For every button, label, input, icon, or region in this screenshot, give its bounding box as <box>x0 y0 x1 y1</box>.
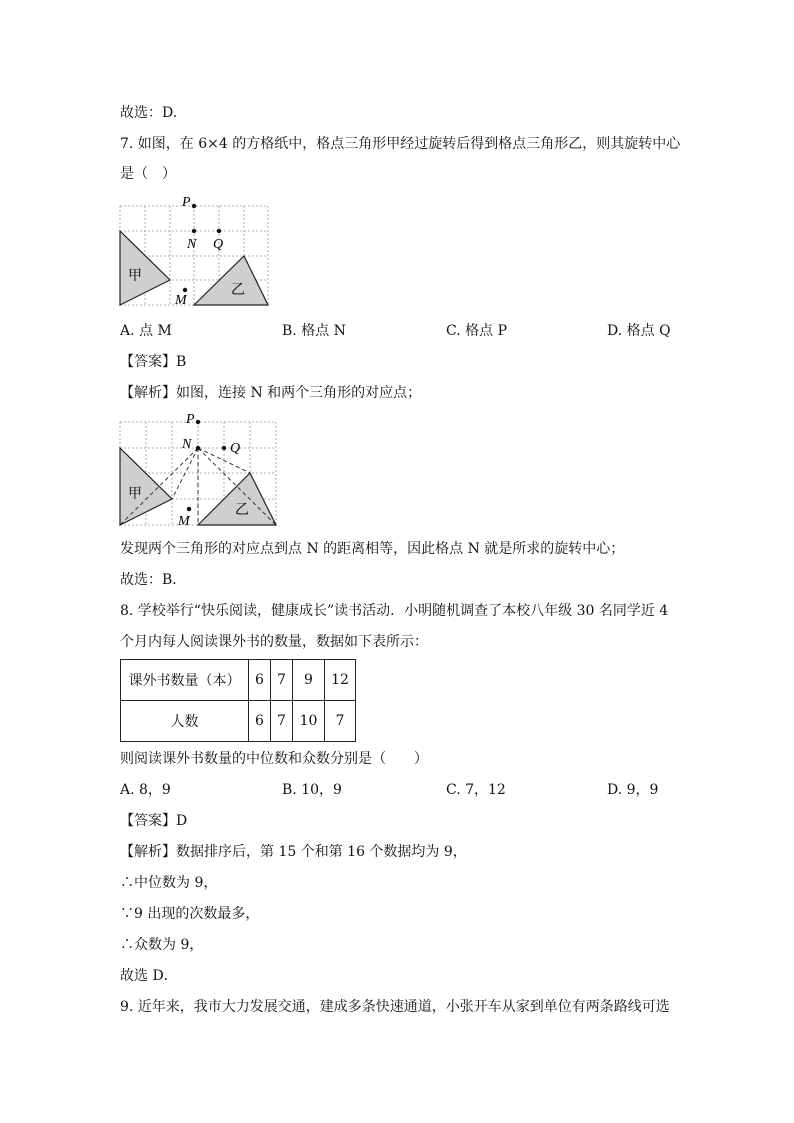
table-cell: 6 <box>249 701 271 742</box>
connect-line <box>172 448 198 499</box>
label-m: M <box>178 514 190 529</box>
point-q <box>222 446 226 450</box>
label-jia: 甲 <box>128 269 142 284</box>
q7-choose: 故选：B． <box>120 572 187 588</box>
point-m <box>183 288 187 292</box>
q8-step1: ∴中位数为 9， <box>120 875 218 891</box>
q7-option-c[interactable]: C. 格点 P <box>446 323 507 339</box>
q7-stem-line1: 7. 如图，在 6×4 的方格纸中，格点三角形甲经过旋转后得到格点三角形乙，则其旋转中心 <box>120 136 681 152</box>
q8-option-b[interactable]: B. 10，9 <box>282 782 342 798</box>
q7-stem-line2: 是（ ） <box>120 166 176 182</box>
q7-option-b[interactable]: B. 格点 N <box>282 323 346 339</box>
q8-step2: ∵9 出现的次数最多， <box>120 906 260 922</box>
point-m <box>187 507 191 511</box>
q7-answer: 【答案】B <box>120 354 187 370</box>
q8-data-table <box>120 659 356 742</box>
table-cell: 6 <box>249 660 271 701</box>
q7-option-a[interactable]: A. 点 M <box>120 323 172 339</box>
label-m: M <box>175 293 187 308</box>
q8-question: 则阅读课外书数量的中位数和众数分别是（ ） <box>120 751 428 767</box>
table-row <box>121 660 356 701</box>
label-yi: 乙 <box>231 283 245 298</box>
q8-option-a[interactable]: A. 8，9 <box>120 782 171 798</box>
label-n: N <box>187 237 197 252</box>
table-cell: 10 <box>293 701 325 742</box>
q8-option-c[interactable]: C. 7，12 <box>446 782 506 798</box>
q8-stem-line1: 8. 学校举行“快乐阅读，健康成长”读书活动．小明随机调查了本校八年级 30 名同学近 4 <box>120 603 669 619</box>
q7-solution-figure <box>110 404 282 532</box>
label-n: N <box>182 437 192 452</box>
q8-answer: 【答案】D <box>120 813 188 829</box>
q7-option-d[interactable]: D. 格点 Q <box>607 323 671 339</box>
q7-conclusion: 发现两个三角形的对应点到点 N 的距离相等，因此格点 N 就是所求的旋转中心； <box>120 541 625 557</box>
row-header: 课外书数量（本） <box>121 660 249 701</box>
row-header: 人数 <box>121 701 249 742</box>
table-cell: 12 <box>325 660 356 701</box>
q8-stem-line2: 个月内每人阅读课外书的数量，数据如下表所示： <box>120 634 428 650</box>
point-n <box>192 229 196 233</box>
point-p <box>196 420 200 424</box>
q7-analysis: 【解析】如图，连接 N 和两个三角形的对应点； <box>120 385 422 401</box>
table-cell: 7 <box>271 701 293 742</box>
q8-option-d[interactable]: D. 9，9 <box>607 782 659 798</box>
q8-analysis: 【解析】数据排序后，第 15 个和第 16 个数据均为 9， <box>120 844 467 860</box>
point-q <box>217 229 221 233</box>
label-yi: 乙 <box>235 503 249 518</box>
q8-choose: 故选 D． <box>120 968 178 984</box>
label-q: Q <box>213 237 224 252</box>
label-q: Q <box>230 441 241 456</box>
table-cell: 7 <box>325 701 356 742</box>
prev-choose: 故选：D. <box>120 105 178 121</box>
q9-stem-line1: 9. 近年来，我市大力发展交通，建成多条快速通道，小张开车从家到单位有两条路线可选 <box>120 999 670 1015</box>
point-n <box>196 446 200 450</box>
label-p: P <box>186 412 195 427</box>
label-p: P <box>182 195 191 210</box>
table-cell: 9 <box>293 660 325 701</box>
q8-step3: ∴众数为 9， <box>120 937 204 953</box>
table-cell: 7 <box>271 660 293 701</box>
table-row <box>121 701 356 742</box>
point-p <box>192 204 196 208</box>
q7-figure-grid <box>110 190 280 310</box>
label-jia: 甲 <box>128 487 142 502</box>
